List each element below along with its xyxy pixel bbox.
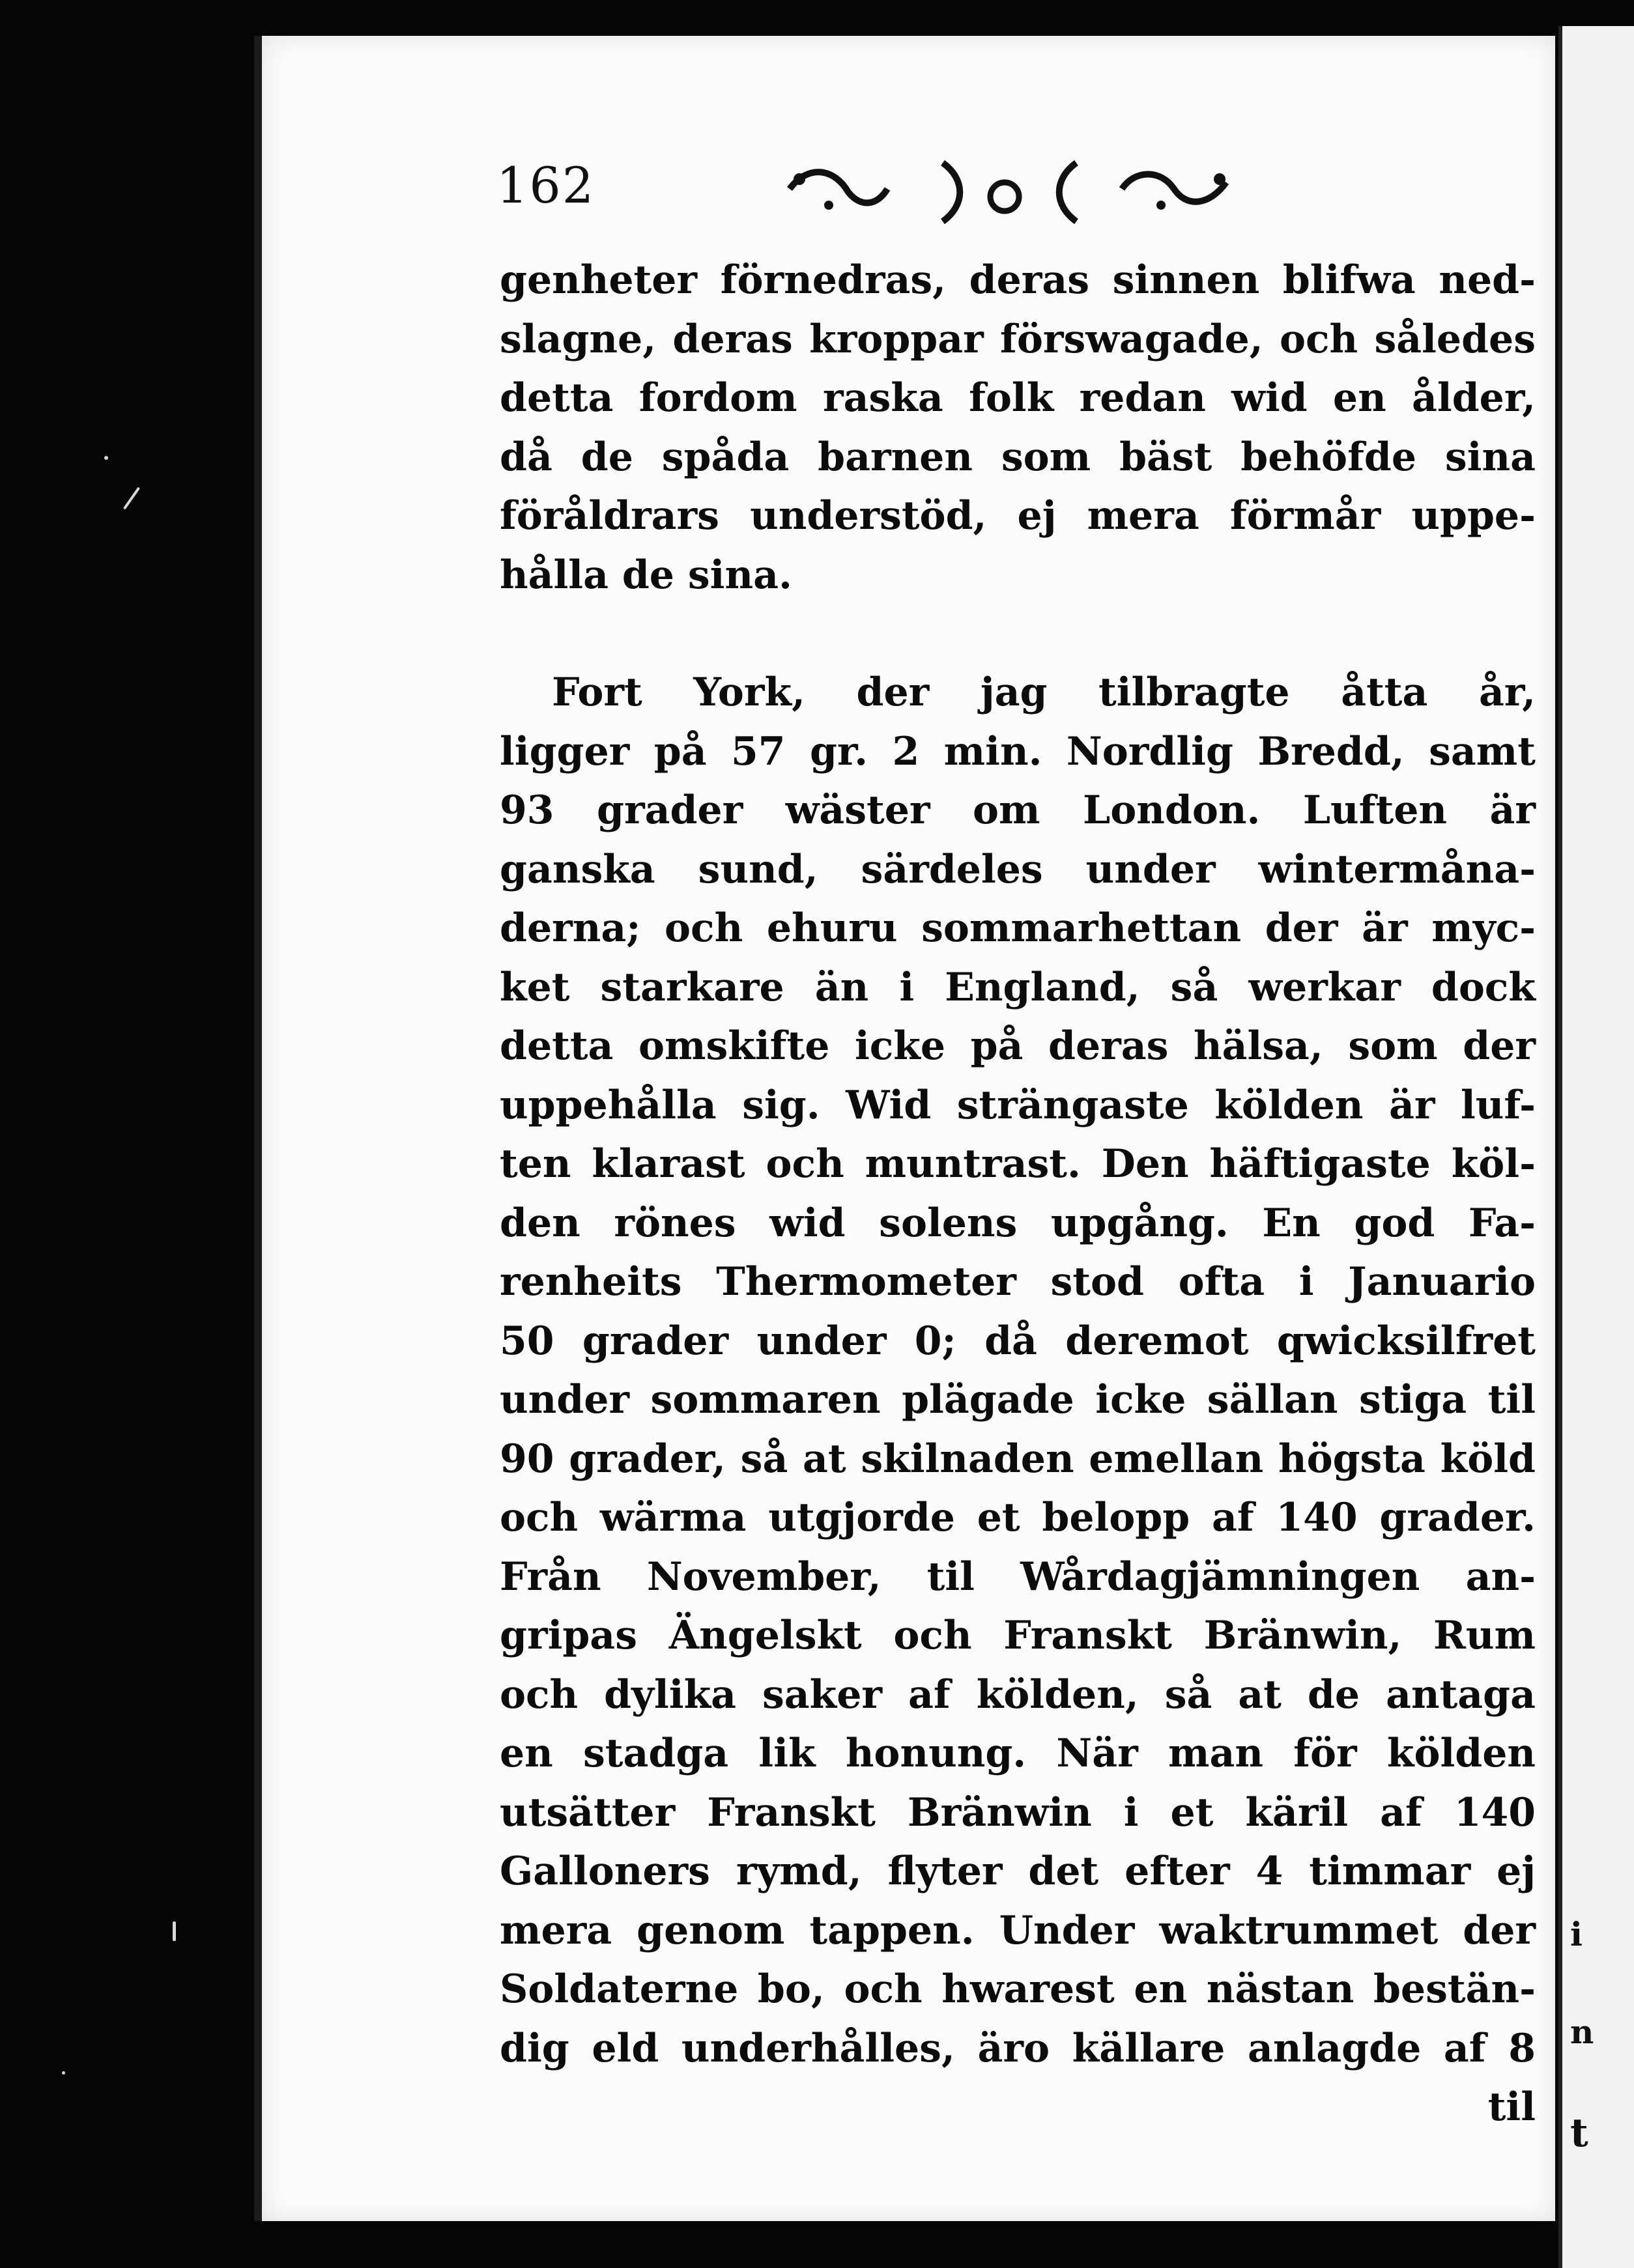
text-line: hålla de sina. [500,552,792,598]
page-header [496,143,1474,241]
text-line: ganska sund, särdeles under wintermåna- [500,846,1536,892]
text-line: Galloners rymd, flyter det efter 4 timmar ej [500,1849,1536,1894]
text-line: då de spåda barnen som bäst behöfde sina [500,434,1536,480]
text-line: 50 grader under 0; då deremot qwicksilfret [500,1318,1536,1364]
text-line: detta fordom raska folk redan wid en ålder, [500,375,1536,421]
text-line: mera genom tappen. Under waktrummet der [500,1907,1536,1953]
scan-speck [62,2071,65,2075]
text-line: den rönes wid solens upgång. En god Fa- [500,1200,1536,1246]
text-line: föråldrars understöd, ej mera förmår uppe- [500,493,1536,539]
text-line: renheits Thermometer stod ofta i Januario [500,1259,1536,1305]
book-page [254,36,1555,2221]
paragraph-gap [500,604,1536,663]
text-line: under sommaren plägade icke sällan stiga til [500,1377,1536,1423]
text-line: ligger på 57 gr. 2 min. Nordlig Bredd, samt [500,728,1536,774]
scan-speck [173,1921,176,1941]
text-line: detta omskifte icke på deras hälsa, som der [500,1023,1536,1069]
text-line: 93 grader wäster om London. Luften är [500,787,1536,833]
adjacent-page-fragment: t [1570,2110,1588,2156]
text-line: slagne, deras kroppar förswagade, och således [500,316,1536,362]
text-line: Fort York, der jag tilbragte åtta år, [552,670,1536,715]
text-line: och wärma utgjorde et belopp af 140 grader. [500,1495,1536,1540]
page-number: 162 [496,156,595,214]
text-line: dig eld underhålles, äro källare anlagde af 8 [500,2025,1536,2071]
adjacent-page-fragment: i [1570,1915,1583,1953]
text-line: ten klarast och muntrast. Den häftigaste köl- [500,1141,1536,1187]
adjacent-page-fragment: n [1570,2013,1594,2051]
text-line: ket starkare än i England, så werkar dock [500,964,1536,1010]
scan-speck [104,456,108,460]
text-line: genheter förnedras, deras sinnen blifwa ned- [500,257,1536,303]
adjacent-page-edge [1558,26,1634,2268]
text-line: Soldaterne bo, och hwarest en nästan bestän- [500,1966,1536,2012]
text-line: 90 grader, så at skilnaden emellan högsta köld [500,1436,1536,1482]
header-ornament-icon [770,143,1239,234]
text-line: gripas Ängelskt och Franskt Bränwin, Rum [500,1613,1536,1658]
text-line: en stadga lik honung. När man för kölden [500,1731,1536,1776]
text-line: uppehålla sig. Wid strängaste kölden är luf- [500,1082,1536,1128]
text-line: utsätter Franskt Bränwin i et käril af 140 [500,1789,1536,1836]
text-line: Från November, til Wårdagjämningen an- [500,1553,1536,1600]
text-line: och dylika saker af kölden, så at de antaga [500,1671,1536,1718]
catchword: til [1487,2084,1536,2130]
text-line: derna; och ehuru sommarhettan der är myc- [500,905,1536,951]
body-text [500,251,1536,2137]
